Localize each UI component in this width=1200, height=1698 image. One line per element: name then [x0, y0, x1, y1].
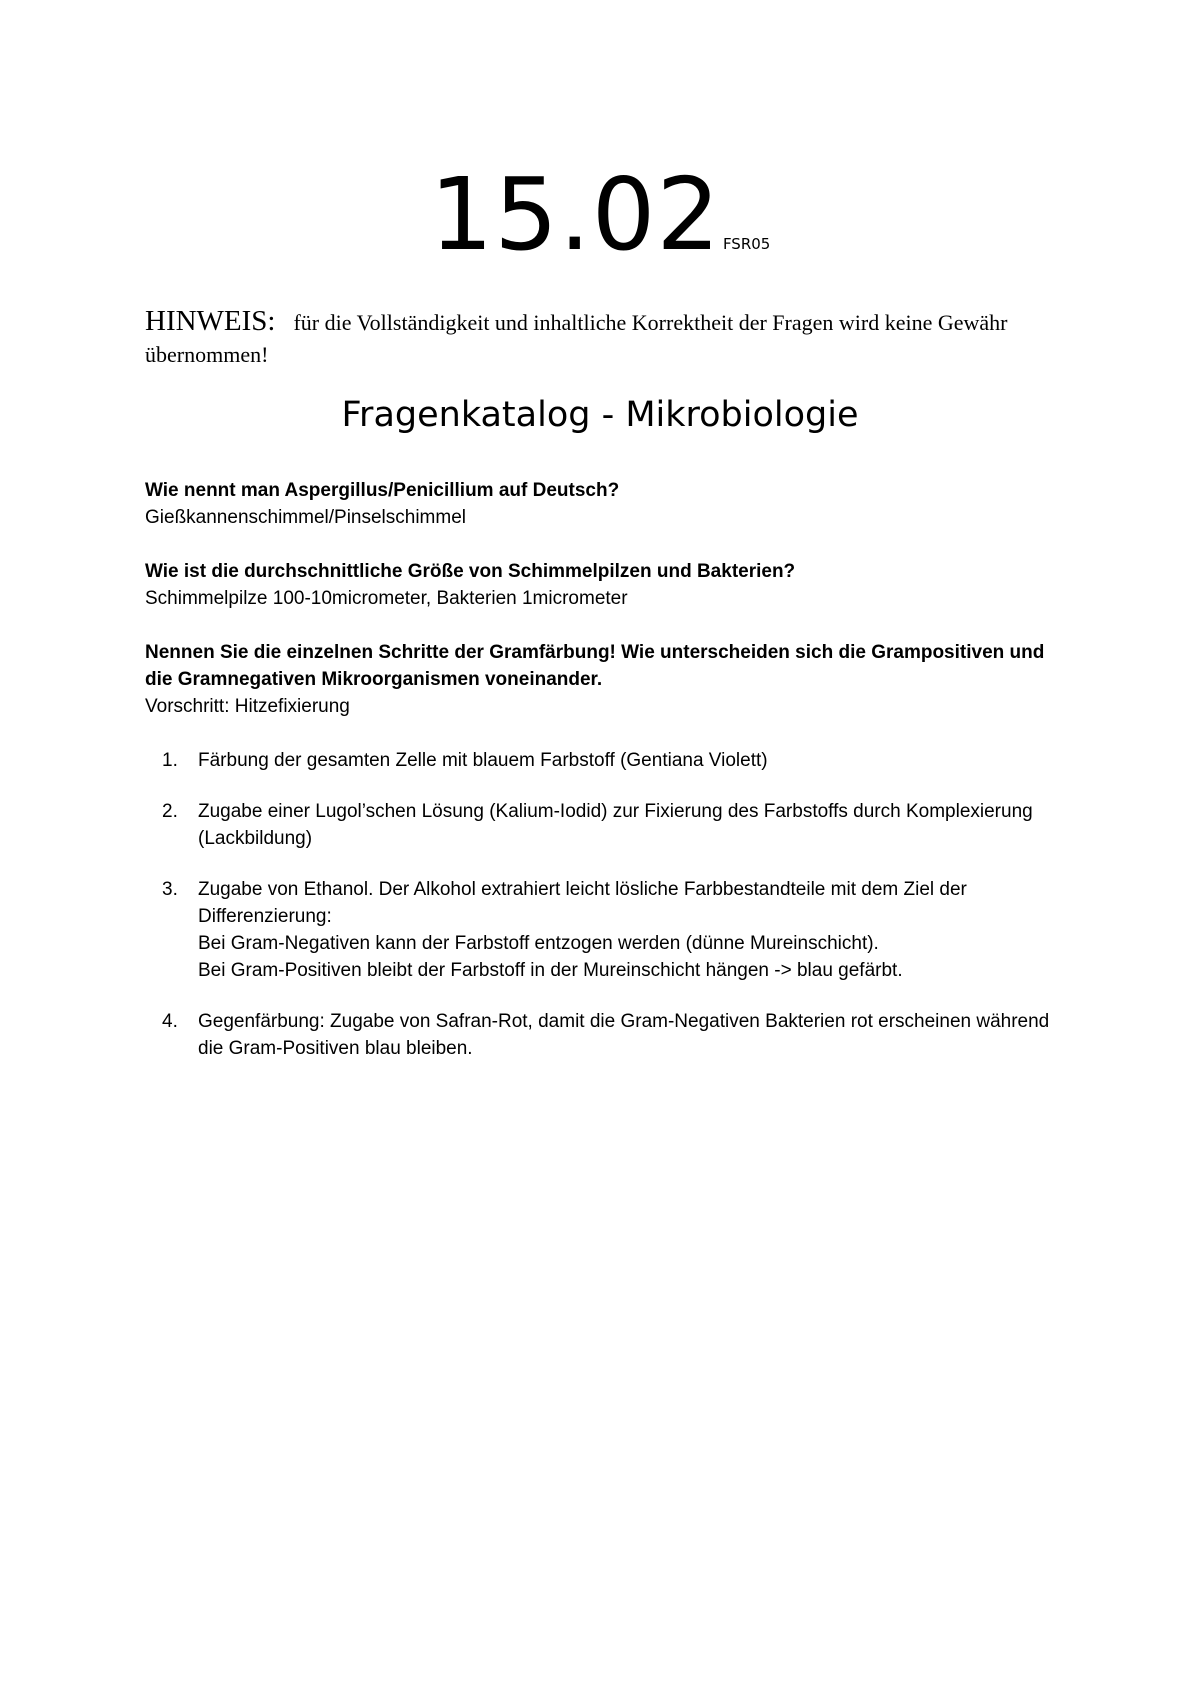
disclaimer-notice: [145, 305, 1045, 371]
list-item: [145, 876, 1055, 984]
question-list: [145, 477, 1055, 1086]
answer-text: Schimmelpilze 100-10micrometer, Bakterien 1micrometer: [145, 588, 628, 609]
list-item: [145, 1008, 1055, 1062]
step-number: 4.: [162, 1011, 178, 1032]
list-item: [145, 798, 1055, 852]
step-text: Zugabe von Ethanol. Der Alkohol extrahiert leicht lösliche Farbbestandteile mit dem Ziel der Differenzierung:: [198, 879, 967, 927]
course-code: FSR05: [722, 235, 771, 253]
step-text: Färbung der gesamten Zelle mit blauem Farbstoff (Gentiana Violett): [198, 750, 768, 771]
notice-text: für die Vollständigkeit und inhaltliche Korrektheit der Fragen wird keine Gewähr übernommen!: [145, 310, 1008, 367]
step-number: 3.: [162, 879, 178, 900]
question-block: [145, 639, 1055, 1062]
question-text: Nennen Sie die einzelnen Schritte der Gramfärbung! Wie unterscheiden sich die Grampositiven und die Gramnegativen Mikroorganismen voneinander.: [145, 642, 1045, 690]
list-item: [145, 747, 1055, 774]
step-text: Gegenfärbung: Zugabe von Safran-Rot, damit die Gram-Negativen Bakterien rot erscheinen während die Gram-Positiven blau bleiben.: [198, 1011, 1050, 1059]
answer-text: Gießkannenschimmel/Pinselschimmel: [145, 507, 466, 528]
step-detail-text: Bei Gram-Positiven bleibt der Farbstoff in der Mureinschicht hängen -> blau gefärbt.: [198, 960, 903, 981]
step-text: Zugabe einer Lugol’schen Lösung (Kalium-Iodid) zur Fixierung des Farbstoffs durch Komplexierung (Lackbildung): [198, 801, 1033, 849]
gram-staining-steps: [145, 747, 1055, 1062]
question-block: [145, 558, 1055, 612]
step-number: 1.: [162, 750, 178, 771]
answer-text: Vorschritt: Hitzefixierung: [145, 696, 350, 717]
lecture-date: 15.02: [429, 156, 721, 273]
page-title: Fragenkatalog - Mikrobiologie: [341, 395, 859, 435]
question-block: [145, 477, 1055, 531]
notice-label: HINWEIS:: [145, 305, 276, 337]
question-text: Wie nennt man Aspergillus/Penicillium auf Deutsch?: [145, 480, 620, 501]
document-header: [0, 156, 1200, 273]
question-text: Wie ist die durchschnittliche Größe von Schimmelpilzen und Bakterien?: [145, 561, 796, 582]
step-detail-text: Bei Gram-Negativen kann der Farbstoff entzogen werden (dünne Mureinschicht).: [198, 933, 879, 954]
step-number: 2.: [162, 801, 178, 822]
